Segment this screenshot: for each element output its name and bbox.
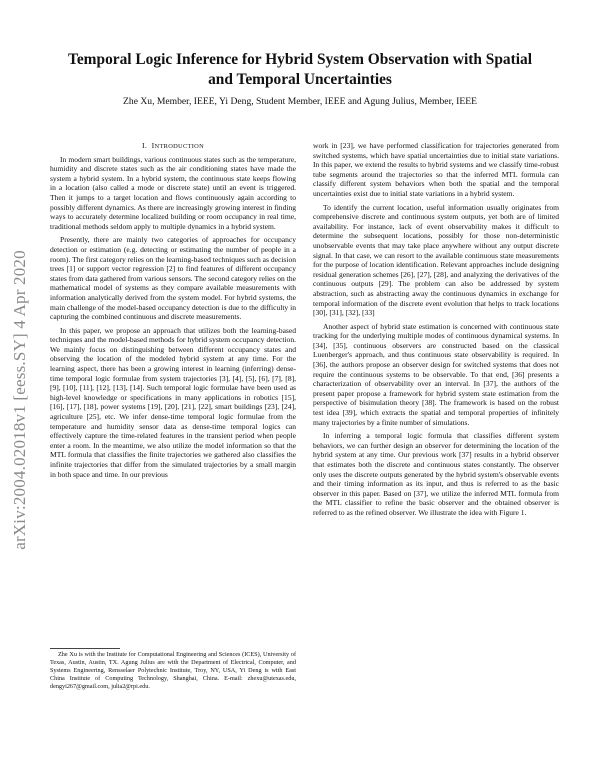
left-paragraph-2: Presently, there are mainly two categories of approaches for occupancy detection or estimation (e.g. detecting or estimating the number of people in a room). The first category relies on the learning-based techniques such as decision trees [1] or support vector regression [2] to find features of different occupancy states from data gathered from various sensors. The second category relies on the mathematical model of systems as they compare available measurements with information analytically derived from the system model. For hybrid systems, the main challenge of the model-based occupancy detection is due to the difficulty in capturing the combined continuous and discrete measurements. xyxy=(50,235,296,322)
left-column xyxy=(50,141,296,483)
section-title-first-letter: I xyxy=(151,141,155,150)
arxiv-identifier-stamp xyxy=(2,200,38,600)
paper-authors: Zhe Xu, Member, IEEE, Yi Deng, Student Member, IEEE and Agung Julius, Member, IEEE xyxy=(123,96,477,107)
right-paragraph-3: Another aspect of hybrid state estimation is concerned with continuous state tracking for the underlying multiple modes of continuous dynamical systems. In [34], [35], continuous observers are constructed based on the classical Luenberger's approach, and thus continuous state observability is required. In [36], the authors propose an observer design for switched systems that does not require the continuous systems to be observable. To that end, [36] presents a characterization of observability over an interval. In [37], the authors of the present paper propose a framework for hybrid system state estimation from the perspective of bisimulation theory [38]. The framework is based on the robust test idea [39], which extracts the spatial and temporal properties of infinitely many trajectories by a finite number of simulations. xyxy=(313,321,559,427)
right-paragraph-4: In inferring a temporal logic formula that classifies different system behaviors, we can further design an observer for determining the location of the hybrid system at any time. Our previous work [37] results in a hybrid observer that estimates both the discrete and continuous states constantly. The observer only uses the discrete outputs generated by the hybrid system's observable events and their timing information as its input, and thus is referred to as the basic observer in this paper. Based on [37], we utilize the inferred MTL formula from the MTL classifier to refine the basic observer and the obtained observer is referred to as the refined observer. We illustrate the idea with Figure 1. xyxy=(313,431,559,517)
section-title-rest: NTRODUCTION xyxy=(154,143,204,150)
left-paragraph-1: In modern smart buildings, various continuous states such as the temperature, humidity and discrete states such as the air conditioning states have made the system a hybrid system. In a hybrid system, the continuous state keeps flowing in a location (also called a mode or discrete state) until an event is triggered. Then it jumps to a target location and flows continuously again according to possibly different dynamics. As there are increasingly growing interest in finding ways to accurately determine localized building or room occupancy in real time, traditional methods seldom apply to multiple dynamics in a hybrid system. xyxy=(50,154,296,231)
section-number: I. xyxy=(141,141,148,150)
right-column xyxy=(313,141,559,522)
right-paragraph-1: work in [23], we have performed classification for trajectories generated from switched systems, which have spatial uncertainties due to initial state variations. In this paper, we extend the results to hybrid systems and we classify time-robust tube segments around the trajectories so that the inferred MTL formula can classify different system behaviors when both the spatial and the temporal uncertainties exist due to initial state variations in a hybrid system. xyxy=(313,141,559,198)
paper-title: Temporal Logic Inference for Hybrid System Observation with Spatial and Temporal Uncertainties xyxy=(68,51,532,88)
right-paragraph-2: To identify the current location, useful information usually originates from comprehensive discrete and continuous system outputs, yet both are of limited availability. For instance, lack of event observability makes it difficult to determine the subsequent locations, possibly for those non-deterministic unobservable events that may take place anywhere without any output discrete signal. In that case, we can resort to the available continuous state measurements for the purpose of location identification. Relevant approaches include designing residual generation schemes [26], [27], [28], and analyzing the derivatives of the continuous outputs [29]. The problem can also be addressed by system abstraction, such as abstracting away the continuous dynamics in exchange for temporal information of the discrete event evolution that helps to track locations [30], [31], [32], [33] xyxy=(313,202,559,318)
arxiv-stamp-text: arXiv:2004.02018v1 [eess.SY] 4 Apr 2020 xyxy=(10,250,29,550)
author-affiliation-footnote: Zhe Xu is with the Institute for Computational Engineering and Sciences (ICES), University of Texas, Austin, Austin, TX. Agung Julius are with the Department of Electrical, Computer, and Systems Engineering, Rensselaer Polytechnic Institute, Troy, NY, USA, Yi Deng is with East China Institute of Computing Technology, Shanghai, China. E-mail: zhexu@utexas.edu, dengyi267@gmail.com, julia2@rpi.edu. xyxy=(50,651,296,690)
left-paragraph-3: In this paper, we propose an approach that utilizes both the learning-based techniques and the model-based methods for hybrid system occupancy detection. We mainly focus on distinguishing between different occupancy states and observing the location of the modeled hybrid system at any time. For the learning aspect, there has been a growing interest in learning (inferring) dense-time temporal logic formulae from system trajectories [3], [4], [5], [6], [7], [8], [9], [10], [11], [12], [13], [14]. Such temporal logic formulae have been used as high-level knowledge or specifications in many applications in robotics [15], [16], [17], [18], power systems [19], [20], [21], [22], smart buildings [23], [24], agriculture [25], etc. We infer dense-time temporal logic formulae from the temperature and humidity sensor data as dense-time temporal logics can effectively capture the time-related features in the transient period when people enter a room. In the meantime, we also utilize the model information so that the MTL formula that classifies the finite trajectories we gathered also classifies the infinite trajectories that differ from the simulated trajectories by a small margin in both space and time. In our previous xyxy=(50,325,296,479)
footnote-rule xyxy=(50,648,120,649)
section-heading xyxy=(50,141,296,152)
